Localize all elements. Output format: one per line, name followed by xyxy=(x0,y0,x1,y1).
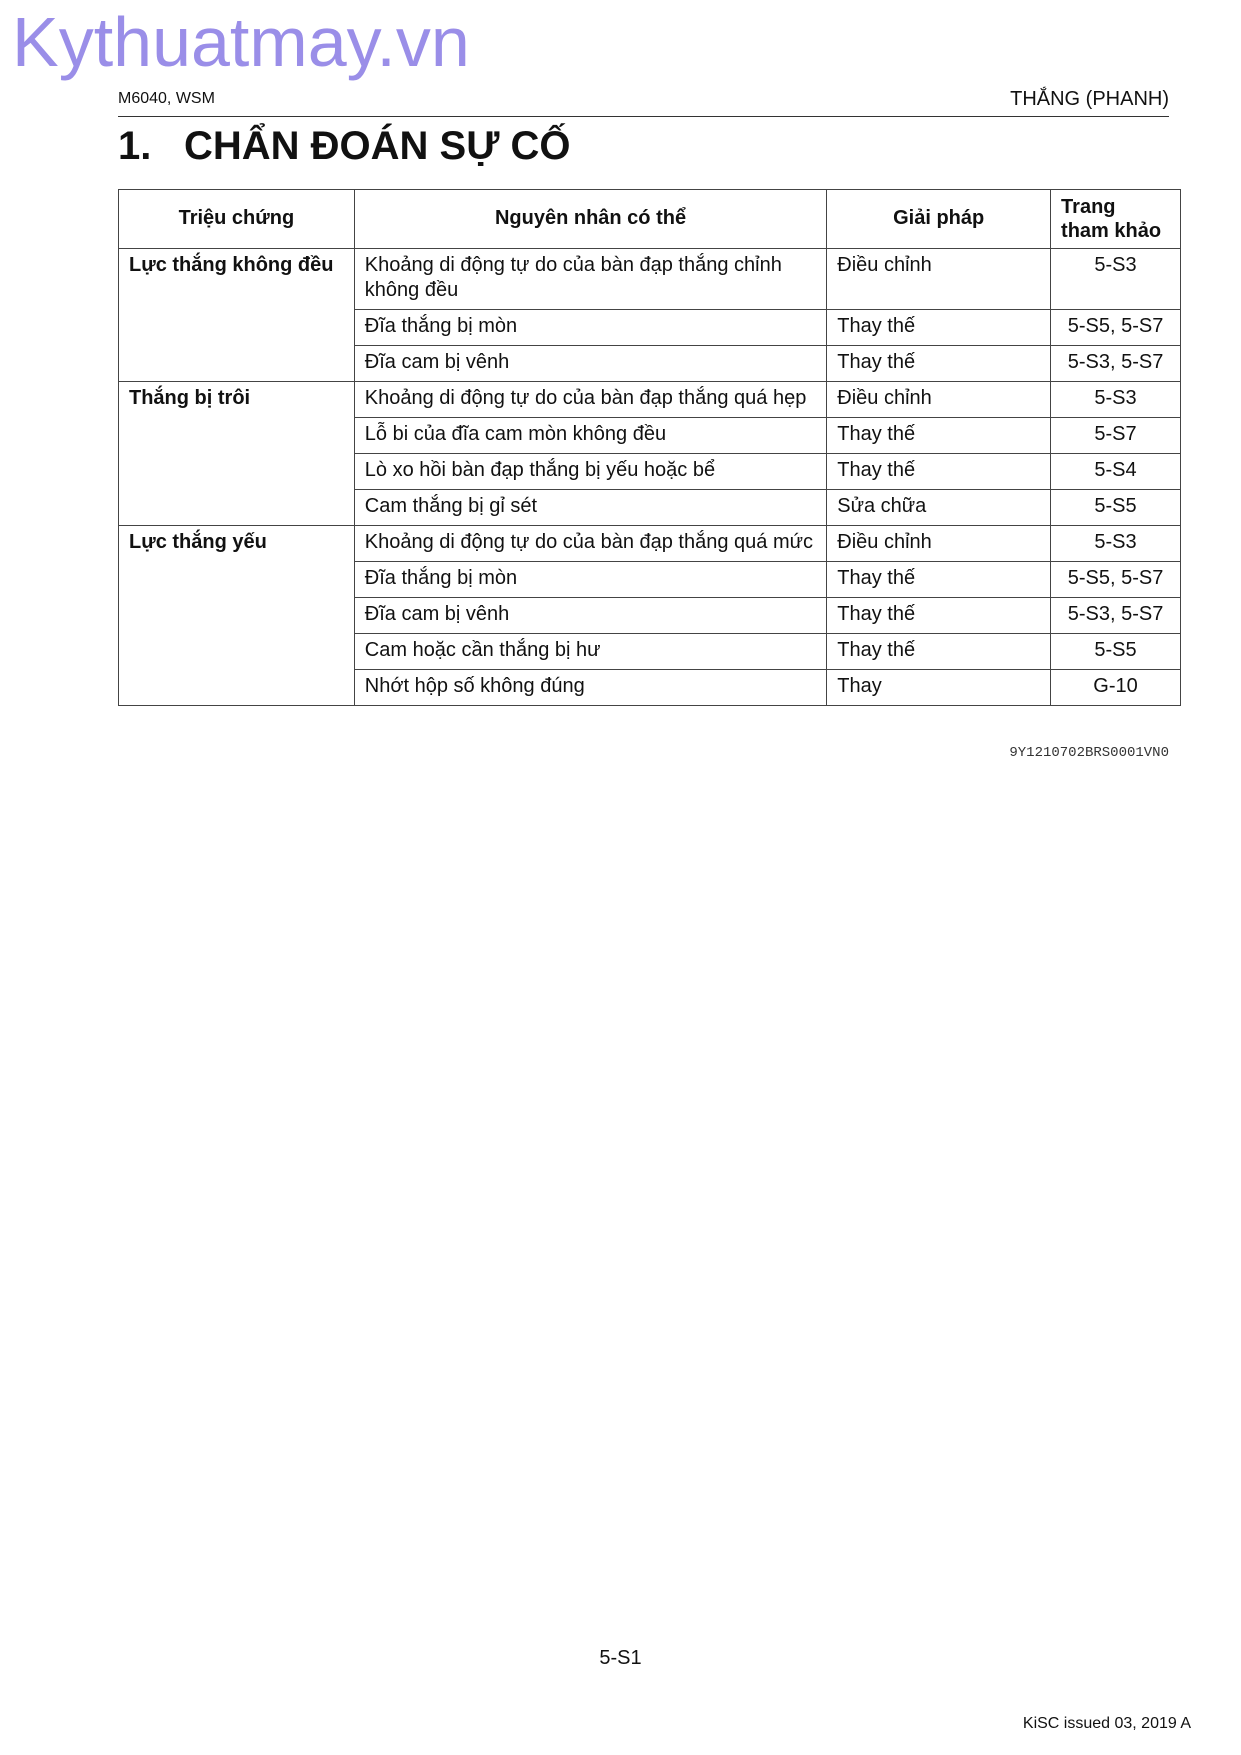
header-cause: Nguyên nhân có thể xyxy=(354,190,826,249)
header-reference xyxy=(1051,190,1181,249)
solution-cell: Sửa chữa xyxy=(827,490,1051,526)
header-divider xyxy=(118,116,1169,117)
table-header-row xyxy=(119,190,1181,249)
cause-cell: Đĩa thắng bị mòn xyxy=(354,562,826,598)
page-number: 5-S1 xyxy=(599,1647,642,1669)
table-row xyxy=(119,249,1181,310)
symptom-cell: Thắng bị trôi xyxy=(119,382,355,526)
solution-cell: Điều chỉnh xyxy=(827,526,1051,562)
document-code: 9Y1210702BRS0001VN0 xyxy=(1009,745,1169,761)
reference-cell: G-10 xyxy=(1051,670,1181,706)
reference-cell: 5-S3 xyxy=(1051,249,1181,310)
reference-cell: 5-S4 xyxy=(1051,454,1181,490)
table-row xyxy=(119,382,1181,418)
reference-cell: 5-S5, 5-S7 xyxy=(1051,310,1181,346)
solution-cell: Thay thế xyxy=(827,418,1051,454)
solution-cell: Điều chỉnh xyxy=(827,249,1051,310)
reference-cell: 5-S5 xyxy=(1051,634,1181,670)
symptom-cell: Lực thắng không đều xyxy=(119,249,355,382)
solution-cell: Thay thế xyxy=(827,562,1051,598)
cause-cell: Đĩa thắng bị mòn xyxy=(354,310,826,346)
solution-cell: Thay thế xyxy=(827,598,1051,634)
cause-cell: Lò xo hồi bàn đạp thắng bị yếu hoặc bể xyxy=(354,454,826,490)
header-solution: Giải pháp xyxy=(827,190,1051,249)
cause-cell: Cam hoặc cần thắng bị hư xyxy=(354,634,826,670)
header-section: THẮNG (PHANH) xyxy=(1010,88,1169,110)
reference-cell: 5-S5, 5-S7 xyxy=(1051,562,1181,598)
solution-cell: Thay thế xyxy=(827,454,1051,490)
header-symptom: Triệu chứng xyxy=(119,190,355,249)
reference-cell: 5-S3, 5-S7 xyxy=(1051,346,1181,382)
troubleshooting-table xyxy=(118,189,1181,706)
cause-cell: Khoảng di động tự do của bàn đạp thắng quá mức xyxy=(354,526,826,562)
cause-cell: Lỗ bi của đĩa cam mòn không đều xyxy=(354,418,826,454)
cause-cell: Khoảng di động tự do của bàn đạp thắng chỉnh không đều xyxy=(354,249,826,310)
title-number: 1. xyxy=(118,124,152,168)
solution-cell: Thay thế xyxy=(827,310,1051,346)
table-body xyxy=(119,249,1181,706)
table-row xyxy=(119,526,1181,562)
solution-cell: Điều chỉnh xyxy=(827,382,1051,418)
solution-cell: Thay thế xyxy=(827,346,1051,382)
title-text: CHẨN ĐOÁN SỰ CỐ xyxy=(184,124,571,168)
reference-cell: 5-S3 xyxy=(1051,382,1181,418)
solution-cell: Thay xyxy=(827,670,1051,706)
reference-cell: 5-S3, 5-S7 xyxy=(1051,598,1181,634)
cause-cell: Khoảng di động tự do của bàn đạp thắng quá hẹp xyxy=(354,382,826,418)
symptom-cell: Lực thắng yếu xyxy=(119,526,355,706)
header-reference-line1: Trang xyxy=(1061,196,1116,218)
solution-cell: Thay thế xyxy=(827,634,1051,670)
watermark-logo: Kythuatmay.vn xyxy=(12,3,470,81)
reference-cell: 5-S3 xyxy=(1051,526,1181,562)
issue-info: KiSC issued 03, 2019 A xyxy=(1022,1715,1191,1732)
reference-cell: 5-S5 xyxy=(1051,490,1181,526)
header-model: M6040, WSM xyxy=(118,90,215,107)
cause-cell: Đĩa cam bị vênh xyxy=(354,598,826,634)
header-reference-line2: tham khảo xyxy=(1061,220,1162,242)
reference-cell: 5-S7 xyxy=(1051,418,1181,454)
cause-cell: Cam thắng bị gỉ sét xyxy=(354,490,826,526)
cause-cell: Đĩa cam bị vênh xyxy=(354,346,826,382)
cause-cell: Nhớt hộp số không đúng xyxy=(354,670,826,706)
page-title xyxy=(118,124,571,169)
